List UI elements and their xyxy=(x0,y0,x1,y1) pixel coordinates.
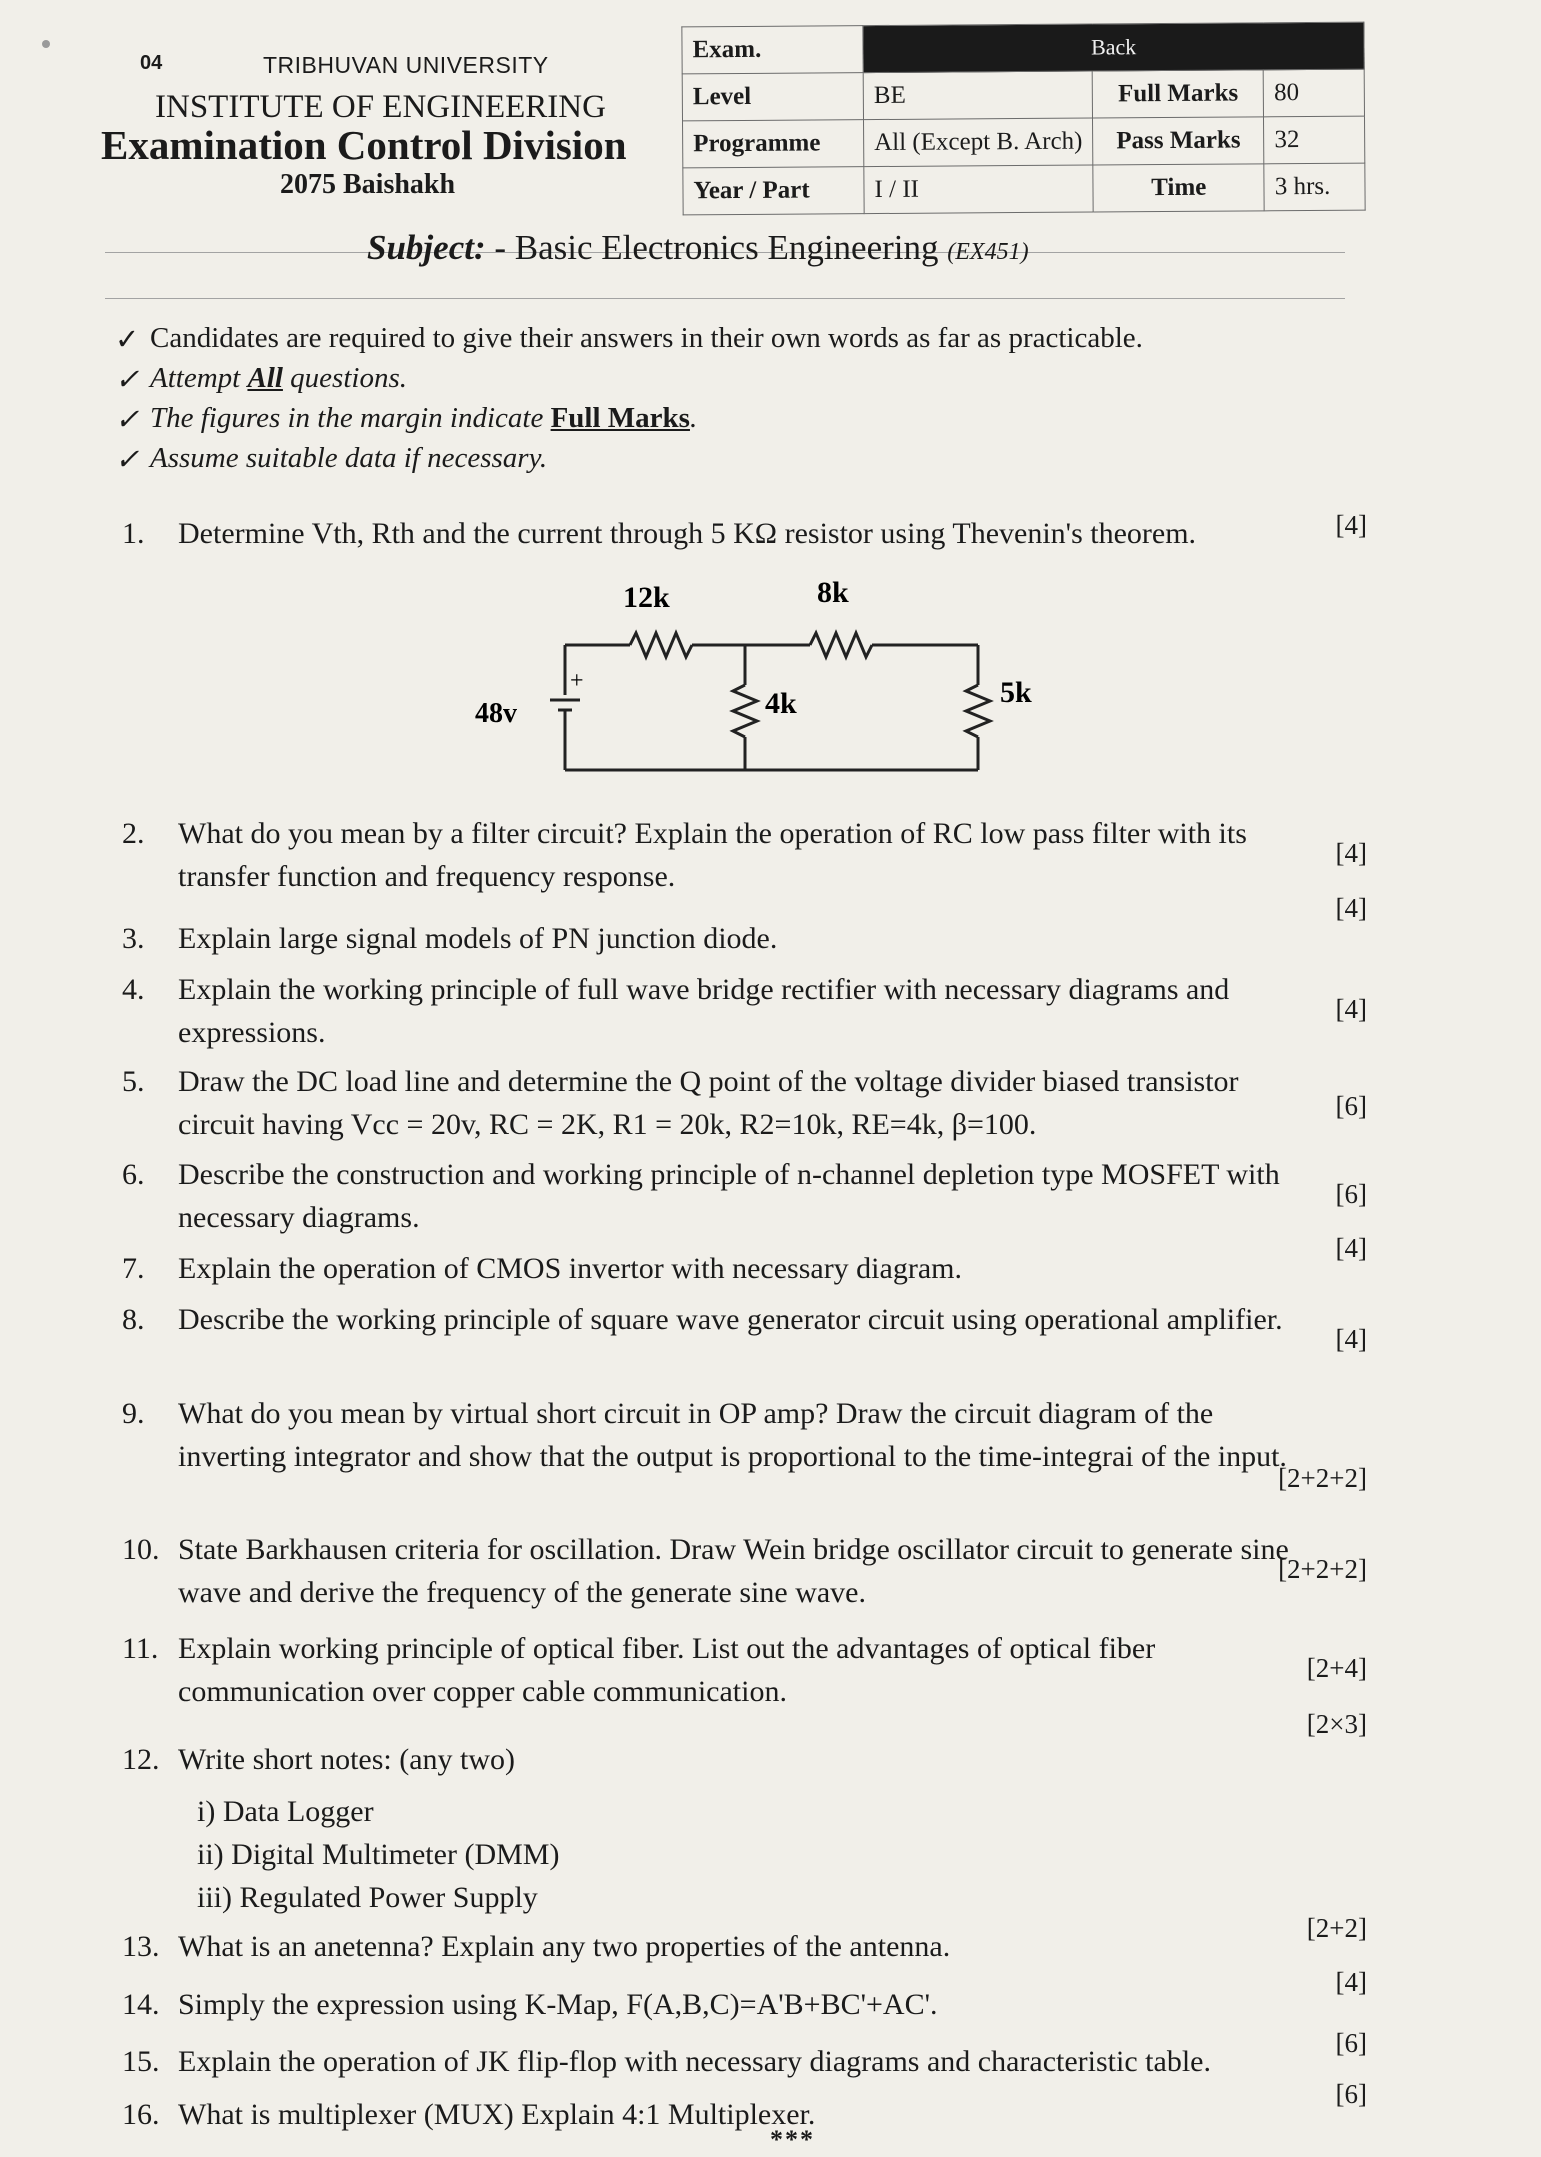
subject-line xyxy=(367,228,1029,268)
divider-bottom xyxy=(105,298,1345,299)
short-note-item-1: i) Data Logger xyxy=(197,1795,374,1828)
university-name: TRIBHUVAN UNIVERSITY xyxy=(263,52,549,78)
exam-session: 2075 Baishakh xyxy=(280,169,456,200)
subject-code: (EX451) xyxy=(947,239,1029,265)
question-14: 14. Simply the expression using K-Map, F(A,B,C)=A'B+BC'+AC'. [4] xyxy=(122,1967,1367,2021)
resistor-5k-label: 5k xyxy=(1000,676,1032,709)
question-1: 1. Determine Vth, Rth and the current through 5 KΩ resistor using Thevenin's theorem. [4] xyxy=(122,510,1367,550)
full-marks-value: 80 xyxy=(1263,69,1364,117)
level-value: BE xyxy=(863,71,1093,120)
question-2: 2. What do you mean by a filter circuit? Explain the operation of RC low pass filter with its transfer function and frequency response. [4] xyxy=(122,817,1367,893)
question-5: 5. Draw the DC load line and determine the Q point of the voltage divider biased transistor circuit having Vcc = 20v, RC = 2K, R1 = 20k, R2=10k, RE=4k, β=100. [6] xyxy=(122,1065,1367,1141)
source-plus-label: + xyxy=(570,668,584,694)
short-note-item-2: ii) Digital Multimeter (DMM) xyxy=(197,1838,560,1871)
thevenin-circuit-diagram xyxy=(460,570,1060,790)
instruction-4: ✓ Assume suitable data if necessary. xyxy=(115,442,548,476)
question-9: 9. What do you mean by virtual short circuit in OP amp? Draw the circuit diagram of the inverting integrator and show that the output is proportional to the time-integrai of the input. [2+2+2] xyxy=(122,1397,1367,1493)
question-4: 4. Explain the working principle of full wave bridge rectifier with necessary diagrams and expressions. [4] xyxy=(122,973,1367,1049)
question-12: 12. Write short notes: (any two) [2×3] xyxy=(122,1709,1367,1776)
check-icon: ✓ xyxy=(115,324,140,356)
pass-marks-label: Pass Marks xyxy=(1093,117,1264,165)
short-note-item-3: iii) Regulated Power Supply xyxy=(197,1881,538,1914)
level-label: Level xyxy=(682,73,863,121)
instruction-3: ✓ The figures in the margin indicate Full Marks. xyxy=(115,402,698,436)
exam-label: Exam. xyxy=(682,26,863,74)
exam-info-table xyxy=(681,22,1366,216)
question-13: 13. What is an anetenna? Explain any two properties of the antenna. [2+2] xyxy=(122,1913,1367,1963)
full-marks-label: Full Marks xyxy=(1092,70,1263,118)
subject-label: Subject: xyxy=(367,228,486,267)
check-icon: ✓ xyxy=(115,404,140,436)
time-value: 3 hrs. xyxy=(1264,163,1365,211)
division-name: Examination Control Division xyxy=(101,122,627,168)
source-voltage-label: 48v xyxy=(475,698,517,729)
check-icon: ✓ xyxy=(115,444,140,476)
end-of-paper-mark: *** xyxy=(770,2125,815,2154)
exam-type-value: Back xyxy=(863,22,1365,72)
year-part-label: Year / Part xyxy=(683,167,864,215)
question-10: 10. State Barkhausen criteria for oscillation. Draw Wein bridge oscillator circuit to generate sine wave and derive the frequency of the generate sine wave. [2+2+2] xyxy=(122,1533,1367,1609)
question-8: 8. Describe the working principle of square wave generator circuit using operational amplifier. [4] xyxy=(122,1303,1367,1354)
subject-name: - Basic Electronics Engineering xyxy=(494,228,939,267)
question-6: 6. Describe the construction and working principle of n-channel depletion type MOSFET with necessary diagrams. [6] xyxy=(122,1158,1367,1234)
page-speck xyxy=(42,40,50,48)
instruction-1: ✓ Candidates are required to give their answers in their own words as far as practicable. xyxy=(115,322,1143,356)
programme-label: Programme xyxy=(683,120,864,168)
pass-marks-value: 32 xyxy=(1264,116,1365,164)
question-15: 15. Explain the operation of JK flip-flop with necessary diagrams and characteristic table. [6] xyxy=(122,2028,1367,2078)
question-7: 7. Explain the operation of CMOS invertor with necessary diagram. [4] xyxy=(122,1233,1367,1285)
resistor-8k-label: 8k xyxy=(817,576,849,609)
resistor-4k-label: 4k xyxy=(765,687,797,720)
time-label: Time xyxy=(1093,164,1264,212)
instruction-2: ✓ Attempt All questions. xyxy=(115,362,407,396)
check-icon: ✓ xyxy=(115,364,140,396)
question-3: 3. Explain large signal models of PN junction diode. [4] xyxy=(122,893,1367,955)
programme-value: All (Except B. Arch) xyxy=(864,118,1094,167)
year-part-value: I / II xyxy=(864,165,1094,214)
question-11: 11. Explain working principle of optical fiber. List out the advantages of optical fiber communication over copper cable communication. [2+4] xyxy=(122,1632,1367,1708)
resistor-12k-label: 12k xyxy=(623,581,670,614)
question-16: 16. What is multiplexer (MUX) Explain 4:1 Multiplexer. [6] xyxy=(122,2079,1367,2131)
code-number: 04 xyxy=(140,52,163,74)
institute-name: INSTITUTE OF ENGINEERING xyxy=(155,89,606,125)
